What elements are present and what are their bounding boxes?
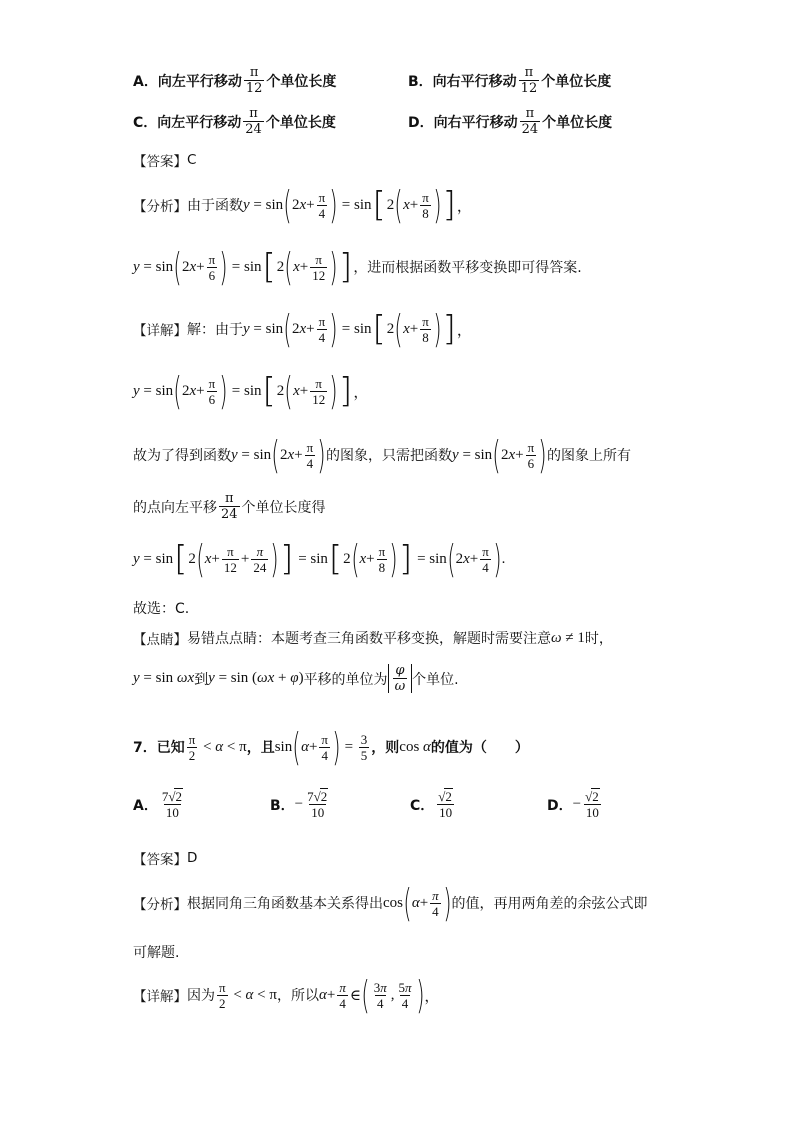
q7-detail-text2: ，所以 — [276, 988, 319, 1004]
q6-detail-line4 — [133, 492, 326, 521]
q7-detail-line1 — [133, 973, 440, 1017]
q7-ask-text: 的值为（ ） — [430, 740, 529, 756]
q7-answer-tag: 【答案】 — [133, 852, 187, 868]
q6-option-c-text2: 个单位长度 — [265, 114, 336, 131]
q6-option-b-label: B． — [408, 73, 433, 90]
q6-comment-formula2: y = sin ωx — [133, 670, 195, 686]
q6-option-a-text: 向左平行移动 — [157, 73, 242, 90]
q6-detail-formula2: y = sin ( 2 x + $\frac{\pi}{6}$ ) = sin [ 2 ( x + $\frac{\pi}{12}$ ) ] ， — [133, 369, 369, 413]
q7-number: 7．已知 — [133, 740, 185, 756]
q7-option-c-value: $\frac{√2}{10}$ — [438, 789, 453, 820]
q7-analysis-formula: cos ( α + $\frac{\pi}{4}$ ) — [383, 881, 452, 925]
q7-option-c — [410, 790, 457, 819]
q6-answer-tag: 【答案】 — [133, 154, 187, 170]
q6-detail-line1 — [133, 307, 472, 351]
q7-detail-formula1: $\frac{\pi}{2}$ < α < π — [219, 979, 277, 1011]
q7-given: sin ( α + $\frac{\pi}{4}$ ) = $\frac{3}{5}$ — [274, 725, 368, 769]
q6-option-a-label: A． — [133, 73, 158, 90]
q7-option-d-label: D． — [547, 797, 573, 814]
q6-analysis-formula2: y = sin ( 2 x + $\frac{\pi}{6}$ ) = sin [ 2 ( x + $\frac{\pi}{12}$ ) ] — [133, 245, 353, 289]
q6-detail-fraction: $\frac{\pi}{24}$ — [221, 491, 238, 522]
q6-option-c — [133, 107, 336, 136]
q6-analysis-line2 — [133, 245, 582, 289]
q6-comment-text2: 时， — [584, 631, 613, 647]
q7-option-b-value: − $\frac{7√2}{10}$ — [294, 789, 328, 820]
q7-option-a — [133, 790, 187, 819]
q6-detail-text: 解：由于 — [187, 322, 243, 338]
q6-comment-text5: 个单位. — [412, 671, 459, 688]
q6-answer — [133, 150, 196, 170]
q6-analysis-text2: ，进而根据函数平移变换即可得答案. — [353, 260, 582, 276]
q6-option-c-fraction: $\frac{\pi}{24}$ — [245, 106, 262, 137]
q6-detail-text6: 个单位长度得 — [241, 499, 326, 516]
q7-detail-tag: 【详解】 — [133, 989, 187, 1005]
q6-choose: 故选：C. — [133, 601, 190, 617]
q6-detail-line5 — [133, 537, 506, 581]
q7-answer — [133, 848, 197, 868]
q6-detail-formula4: y = sin ( 2 x + $\frac{\pi}{6}$ ) — [452, 433, 547, 477]
q6-detail-formula1: y = sin ( 2 x + $\frac{\pi}{4}$ ) = sin [ 2 ( x + $\frac{\pi}{8}$ ) ] ， — [243, 307, 472, 351]
q6-option-d — [408, 107, 612, 136]
q6-analysis-tag: 【分析】 — [133, 199, 187, 215]
q6-comment-text4: 平移的单位为 — [303, 671, 388, 688]
q7-analysis-text1: 根据同角三角函数基本关系得出 — [187, 896, 383, 912]
q6-option-c-label: C． — [133, 114, 158, 131]
q6-option-a-fraction: $\frac{\pi}{12}$ — [245, 65, 263, 96]
q7-detail-text1: 因为 — [187, 988, 215, 1004]
q6-analysis-line1 — [133, 183, 472, 227]
q6-detail-text5: 的点向左平移 — [133, 499, 217, 516]
q7-analysis-line1 — [133, 881, 648, 925]
q6-option-d-text: 向右平行移动 — [433, 114, 518, 131]
q7-condition: $\frac{\pi}{2}$ < α < π — [188, 731, 247, 763]
q6-detail-formula5: y = sin [ 2 ( x + $\frac{\pi}{12}$ + $\frac{\pi}{24}$ ) ] = sin [ 2 ( x + $\frac{\pi}{8}$ ) ] = sin ( 2 x + $\frac{\pi}{4}$ ) . — [133, 537, 506, 581]
q7-option-a-label: A． — [133, 797, 158, 814]
q6-detail-text2: 故为了得到函数 — [133, 448, 231, 464]
q6-option-d-fraction: $\frac{\pi}{24}$ — [521, 106, 539, 137]
q6-comment-text1: 易错点点睛：本题考查三角函数平移变换，解题时需要注意 — [187, 631, 551, 647]
q6-option-a-text2: 个单位长度 — [266, 73, 337, 90]
q6-comment-line1 — [133, 628, 613, 648]
q6-option-d-label: D． — [408, 114, 434, 131]
q6-comment-line2 — [133, 664, 459, 693]
q7-option-b-label: B． — [270, 797, 295, 814]
q6-option-d-text2: 个单位长度 — [542, 114, 613, 131]
q7-option-b — [270, 790, 332, 819]
q6-option-b-text2: 个单位长度 — [541, 73, 612, 90]
q6-option-b-fraction: $\frac{\pi}{12}$ — [520, 65, 538, 96]
q7-option-a-value: $\frac{7√2}{10}$ — [161, 789, 182, 820]
q6-analysis-formula1: y = sin ( 2 x + $\frac{\pi}{4}$ ) = sin [ 2 ( x + $\frac{\pi}{8}$ ) ] ， — [243, 183, 472, 227]
q7-option-c-label: C． — [410, 797, 435, 814]
q7-then-text: ，则 — [371, 740, 400, 756]
q7-analysis-text2: 的值，再用两角差的余弦公式即 — [451, 896, 648, 912]
q7-analysis-line2: 可解题. — [133, 945, 180, 961]
q6-option-b — [408, 66, 611, 95]
q6-option-b-text: 向右平行移动 — [432, 73, 517, 90]
q6-detail-text3: 的图象，只需把函数 — [326, 448, 453, 464]
q6-comment-text3: 到 — [194, 671, 209, 688]
q6-option-a — [133, 66, 336, 95]
q6-detail-text4: 的图象上所有 — [547, 448, 632, 464]
q7-cond-text: ，且 — [246, 740, 275, 756]
q6-detail-tag: 【详解】 — [133, 323, 187, 339]
q7-detail-formula2: α + $\frac{\pi}{4}$ ∈ ( $\frac{3\pi}{4}$ , $\frac{5\pi}{4}$ ) ， — [318, 973, 440, 1017]
q6-comment-formula1: ω ≠ 1 — [551, 629, 585, 646]
q7-stem — [133, 725, 529, 769]
q6-option-c-text: 向左平行移动 — [157, 114, 242, 131]
q6-comment-tag: 【点睛】 — [133, 632, 187, 648]
q7-option-d — [547, 790, 604, 819]
q6-answer-value: C — [187, 152, 197, 168]
q7-target: cos α — [399, 738, 431, 755]
q7-answer-value: D — [187, 850, 198, 866]
q7-analysis-tag: 【分析】 — [133, 897, 187, 913]
q7-option-d-value: − $\frac{√2}{10}$ — [572, 789, 599, 820]
q6-comment-abs: $\frac{\varphi}{\omega}$ — [388, 664, 413, 693]
q6-detail-line3 — [133, 433, 632, 477]
q6-analysis-text: 由于函数 — [187, 198, 243, 214]
q6-comment-formula3: y = sin ( ωx + φ ) — [208, 670, 304, 686]
q6-detail-line2 — [133, 369, 369, 413]
q6-detail-formula3: y = sin ( 2 x + $\frac{\pi}{4}$ ) — [231, 433, 326, 477]
